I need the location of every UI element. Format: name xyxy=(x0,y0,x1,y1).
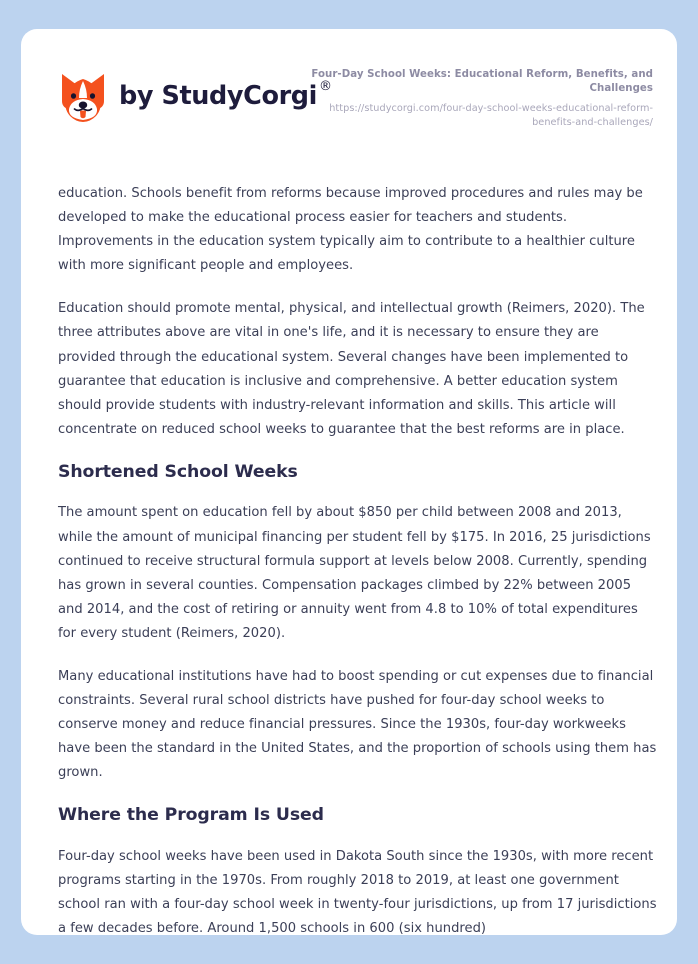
section-heading: Where the Program Is Used xyxy=(58,805,324,826)
document-card xyxy=(21,29,677,935)
registered-trademark-icon: ® xyxy=(318,78,332,94)
document-body xyxy=(58,182,658,941)
wordmark-text: by StudyCorgi xyxy=(119,81,317,112)
body-paragraph: Education should promote mental, physical, and intellectual growth (Reimers, 2020). The three attributes above are vital in one's life, and it is necessary to ensure they are provided through the educational system. Several changes have been implemented to guarantee that education is inclusive and comprehensive. A better education system should provide students with industry-relevant information and skills. This article will concentrate on reduced school weeks to guarantee that the best reforms are in place. xyxy=(58,301,645,437)
section-heading: Shortened School Weeks xyxy=(58,461,298,482)
body-paragraph: The amount spent on education fell by about $850 per child between 2008 and 2013, while the amount of municipal financing per student fell by $175. In 2016, 25 jurisdictions continued to receive structural formula support at levels below 2008. Currently, spending has grown in several counties. Compensation packages climbed by 22% between 2005 and 2014, and the cost of retiring or annuity went from 4.8 to 10% of total expenditures for every student (Reimers, 2020). xyxy=(58,505,651,641)
document-header xyxy=(21,29,677,149)
document-meta xyxy=(311,68,653,130)
body-paragraph: education. Schools benefit from reforms because improved procedures and rules may be developed to make the educational process easier for teachers and students. Improvements in the education system typically aim to contribute to a healthier culture with more significant people and employees. xyxy=(58,186,643,274)
body-paragraph: Four-day school weeks have been used in Dakota South since the 1930s, with more recent programs starting in the 1970s. From roughly 2018 to 2019, at least one government school ran with a four-day school week in twenty-four jurisdictions, up from 17 jurisdictions a few decades before. Around 1,500 schools in 600 (six hundred) xyxy=(58,848,657,937)
document-source-url[interactable]: https://studycorgi.com/four-day-school-weeks-educational-reform-benefits-and-challenges/ xyxy=(329,103,653,128)
brand-wordmark xyxy=(119,78,332,112)
corgi-face-logo-icon xyxy=(58,70,108,124)
document-title: Four-Day School Weeks: Educational Reform, Benefits, and Challenges xyxy=(311,69,653,95)
body-paragraph: Many educational institutions have had to boost spending or cut expenses due to financial constraints. Several rural school districts have pushed for four-day school weeks to conserve money and reduce financial pressures. Since the 1930s, four-day workweeks have been the standard in the United States, and the proportion of schools using them has grown. xyxy=(58,668,657,781)
brand-lockup[interactable] xyxy=(58,70,330,124)
